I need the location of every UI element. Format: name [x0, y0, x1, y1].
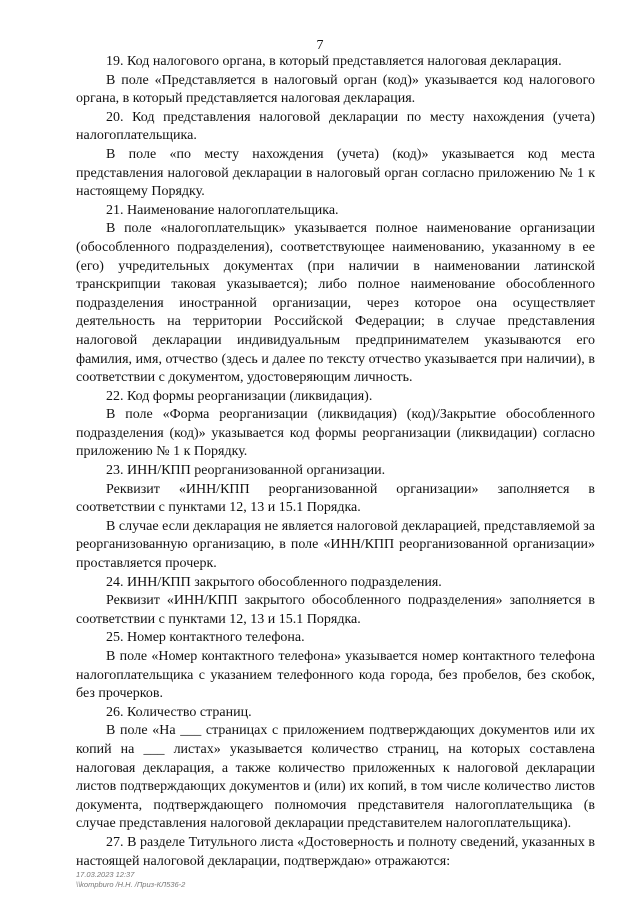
- item-21-heading: 21. Наименование налогоплательщика.: [106, 202, 339, 218]
- item-25-heading: 25. Номер контактного телефона.: [106, 630, 305, 646]
- item-24-text: Реквизит «ИНН/КПП закрытого обособленного подразделения» заполняется в соответствии с пунктами 12, 13 и 15.1 Порядка.: [76, 593, 595, 627]
- document-body: [76, 53, 595, 871]
- item-22-text: В поле «Форма реорганизации (ликвидация) (код)/Закрытие обособленного подразделения (код)» указывается код формы реорганизации (ликвидации) согласно приложению № 1 к Порядку.: [76, 407, 595, 460]
- item-23-heading: 23. ИНН/КПП реорганизованной организации.: [106, 463, 386, 479]
- footer-timestamp: 17.03.2023 12:37: [76, 870, 135, 879]
- item-23-text: Реквизит «ИНН/КПП реорганизованной организации» заполняется в соответствии с пунктами 12, 13 и 15.1 Порядка.: [76, 481, 595, 516]
- item-20-heading: 20. Код представления налоговой декларации по месту нахождения (учета) налогоплательщика.: [76, 109, 595, 144]
- footer-path: \\kompburo /Н.Н. /Приз-КЛ536-2: [76, 880, 186, 889]
- item-21-text: В поле «налогоплательщик» указывается полное наименование организации (обособленного подразделения), соответствующее наименованию, указанному в ее (его) учредительных документах (при наличии в наименовании латинской транскрипции таковая указывается); либо полное наименование обособленного подразделения иностранной организации, через которое она осуществляет деятельность на территории Российской Федерации; в случае представления налоговой декларации индивидуальным предпринимателем указываются его фамилия, имя, отчество (здесь и далее по тексту отчество указывается при наличии), в соответствии с документом, удостоверяющим личность.: [76, 221, 595, 386]
- item-20-text: В поле «по месту нахождения (учета) (код)» указывается код места представления налоговой декларации в налоговый орган согласно приложению № 1 к настоящему Порядку.: [76, 146, 595, 200]
- item-25-text: В поле «Номер контактного телефона» указывается номер контактного телефона налогоплательщика с указанием телефонного кода города, без пробелов, без скобок, без прочерков.: [76, 649, 595, 702]
- document-footer: [76, 870, 185, 890]
- page-number: 7: [316, 38, 324, 53]
- item-26-heading: 26. Количество страниц.: [106, 704, 252, 720]
- item-27-text: 27. В разделе Титульного листа «Достоверность и полноту сведений, указанных в настоящей налоговой декларации, подтверждаю» отражаются:: [76, 834, 595, 869]
- item-19-text: В поле «Представляется в налоговый орган (код)» указывается код налогового органа, в который представляется налоговая декларация.: [76, 72, 595, 107]
- item-23-text-2: В случае если декларация не является налоговой декларацией, представляемой за реорганизованную организацию, в поле «ИНН/КПП реорганизованной организации» проставляется прочерк.: [76, 518, 595, 572]
- item-24-heading: 24. ИНН/КПП закрытого обособленного подразделения.: [106, 574, 442, 590]
- item-19-heading: 19. Код налогового органа, в который представляется налоговая декларация.: [106, 54, 562, 69]
- item-26-text: В поле «На ___ страницах с приложением подтверждающих документов или их копий на ___ листах» указывается количество страниц, на которых составлена налоговая декларация, а также количество приложенных к налоговой декларации листов подтверждающих документов и (или) их копий, в том числе количество листов документа, подтверждающего полномочия представителя налогоплательщика (в случае представления налоговой декларации представителем налогоплательщика).: [76, 723, 595, 832]
- item-22-heading: 22. Код формы реорганизации (ликвидация).: [106, 388, 373, 404]
